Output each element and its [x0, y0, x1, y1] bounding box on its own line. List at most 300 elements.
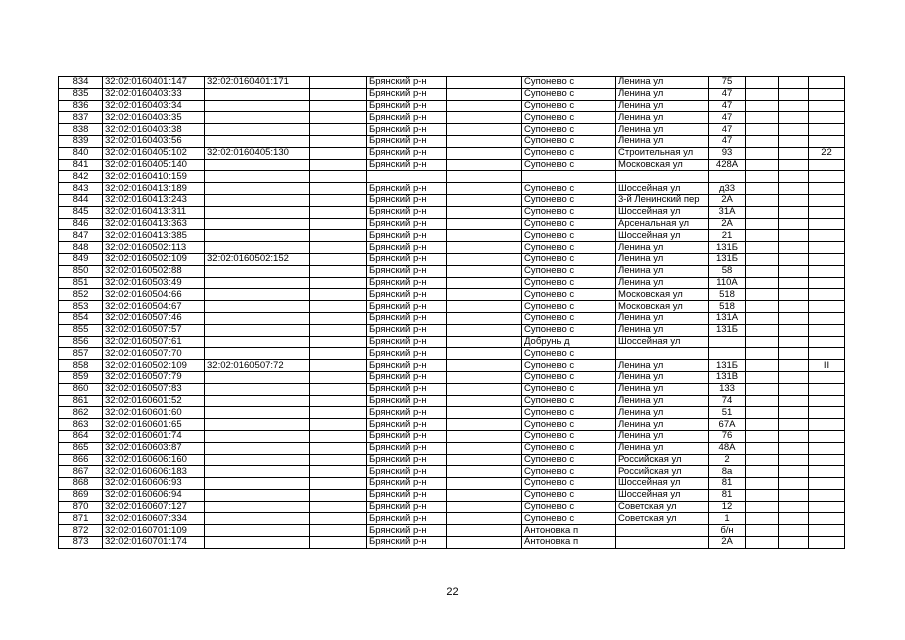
- cell-building: [746, 478, 779, 490]
- table-row: [59, 77, 845, 89]
- cell-cadastral-number: 32:02:0160603:87: [103, 442, 205, 454]
- table-row: [59, 253, 845, 265]
- cell-building: [746, 489, 779, 501]
- cell-settlement-type: [447, 454, 522, 466]
- cell-district: Брянский р-н: [367, 206, 447, 218]
- table-row: [59, 537, 845, 549]
- cell-linked-cadastral-number: [205, 301, 310, 313]
- cell-locality: Супонево с: [522, 124, 616, 136]
- cell-row-number: 858: [59, 360, 103, 372]
- cell-structure: [779, 277, 809, 289]
- cell-cadastral-number: 32:02:0160502:113: [103, 242, 205, 254]
- cell-row-number: 866: [59, 454, 103, 466]
- cell-row-number: 852: [59, 289, 103, 301]
- table-row: [59, 395, 845, 407]
- cell-apartment: [809, 419, 845, 431]
- cell-cadastral-number: 32:02:0160507:83: [103, 383, 205, 395]
- cell-street: Ленина ул: [616, 371, 709, 383]
- cell-cadastral-number: 32:02:0160601:52: [103, 395, 205, 407]
- table-row: [59, 525, 845, 537]
- cell-settlement-type: [447, 100, 522, 112]
- cell-locality: Супонево с: [522, 100, 616, 112]
- cell-locality: Супонево с: [522, 183, 616, 195]
- cell-linked-cadastral-number: [205, 289, 310, 301]
- cell-settlement-type: [447, 348, 522, 360]
- cell-district: Брянский р-н: [367, 537, 447, 549]
- cell-row-number: 835: [59, 88, 103, 100]
- cell-apartment: [809, 395, 845, 407]
- cell-settlement-type: [447, 289, 522, 301]
- cell-settlement-type: [447, 112, 522, 124]
- cell-apartment: [809, 183, 845, 195]
- cell-structure: [779, 253, 809, 265]
- cell-street: Ленина ул: [616, 277, 709, 289]
- cell-linked-cadastral-number: [205, 218, 310, 230]
- cell-apartment: [809, 206, 845, 218]
- cell-apartment: [809, 253, 845, 265]
- cell-structure: [779, 324, 809, 336]
- cell-district: Брянский р-н: [367, 371, 447, 383]
- cell-house-number: 47: [709, 112, 746, 124]
- cell-structure: [779, 183, 809, 195]
- cell-street: [616, 348, 709, 360]
- cell-structure: [779, 230, 809, 242]
- cell-district: Брянский р-н: [367, 383, 447, 395]
- cell-house-number: 131Б: [709, 324, 746, 336]
- cell-building: [746, 419, 779, 431]
- cell-street: Ленина ул: [616, 360, 709, 372]
- cell-locality: Супонево с: [522, 442, 616, 454]
- cell-street: Ленина ул: [616, 430, 709, 442]
- table-row: [59, 171, 845, 183]
- cell-street: Ленина ул: [616, 265, 709, 277]
- cell-house-number: 2А: [709, 537, 746, 549]
- cell-locality: Супонево с: [522, 466, 616, 478]
- cell-row-number: 850: [59, 265, 103, 277]
- cell-settlement-type: [447, 383, 522, 395]
- cell-house-number: д33: [709, 183, 746, 195]
- cell-building: [746, 383, 779, 395]
- cell-house-number: 2: [709, 454, 746, 466]
- cell-building: [746, 253, 779, 265]
- cell-street: Ленина ул: [616, 135, 709, 147]
- cell-extra-field: [310, 242, 367, 254]
- cell-apartment: [809, 277, 845, 289]
- cell-street: [616, 525, 709, 537]
- cell-locality: Супонево с: [522, 513, 616, 525]
- cell-house-number: 131Б: [709, 360, 746, 372]
- cell-locality: Супонево с: [522, 501, 616, 513]
- cell-extra-field: [310, 206, 367, 218]
- cell-locality: Супонево с: [522, 112, 616, 124]
- cell-apartment: [809, 265, 845, 277]
- cell-row-number: 868: [59, 478, 103, 490]
- cell-settlement-type: [447, 478, 522, 490]
- cell-apartment: [809, 336, 845, 348]
- cell-street: Российская ул: [616, 454, 709, 466]
- cell-settlement-type: [447, 206, 522, 218]
- cell-structure: [779, 501, 809, 513]
- cell-building: [746, 336, 779, 348]
- cell-structure: [779, 454, 809, 466]
- table-row: [59, 112, 845, 124]
- cell-linked-cadastral-number: [205, 265, 310, 277]
- cadastral-table: [58, 76, 845, 549]
- cell-linked-cadastral-number: [205, 466, 310, 478]
- cell-house-number: 75: [709, 77, 746, 89]
- cell-extra-field: [310, 147, 367, 159]
- cell-district: Брянский р-н: [367, 159, 447, 171]
- cell-building: [746, 360, 779, 372]
- cell-extra-field: [310, 419, 367, 431]
- cell-street: Шоссейная ул: [616, 206, 709, 218]
- cell-structure: [779, 489, 809, 501]
- cell-extra-field: [310, 537, 367, 549]
- cell-row-number: 843: [59, 183, 103, 195]
- cell-structure: [779, 100, 809, 112]
- cell-structure: [779, 407, 809, 419]
- cell-district: Брянский р-н: [367, 301, 447, 313]
- cell-building: [746, 183, 779, 195]
- cell-extra-field: [310, 218, 367, 230]
- cell-settlement-type: [447, 513, 522, 525]
- cell-settlement-type: [447, 312, 522, 324]
- cell-district: Брянский р-н: [367, 312, 447, 324]
- cell-district: Брянский р-н: [367, 88, 447, 100]
- cell-structure: [779, 159, 809, 171]
- cell-apartment: [809, 466, 845, 478]
- cell-street: Шоссейная ул: [616, 478, 709, 490]
- cell-settlement-type: [447, 407, 522, 419]
- cell-street: Арсенальная ул: [616, 218, 709, 230]
- cell-apartment: [809, 537, 845, 549]
- cell-apartment: [809, 383, 845, 395]
- cell-cadastral-number: 32:02:0160403:56: [103, 135, 205, 147]
- cell-street: Ленина ул: [616, 77, 709, 89]
- cell-extra-field: [310, 407, 367, 419]
- cell-building: [746, 430, 779, 442]
- cell-settlement-type: [447, 395, 522, 407]
- cell-house-number: 81: [709, 489, 746, 501]
- cell-linked-cadastral-number: [205, 135, 310, 147]
- table-row: [59, 383, 845, 395]
- cell-linked-cadastral-number: [205, 537, 310, 549]
- cell-cadastral-number: 32:02:0160606:160: [103, 454, 205, 466]
- cell-house-number: 81: [709, 478, 746, 490]
- cell-row-number: 869: [59, 489, 103, 501]
- table-row: [59, 489, 845, 501]
- cell-cadastral-number: 32:02:0160601:60: [103, 407, 205, 419]
- table-row: [59, 430, 845, 442]
- cell-row-number: 842: [59, 171, 103, 183]
- cell-district: Брянский р-н: [367, 501, 447, 513]
- table-row: [59, 88, 845, 100]
- table-row: [59, 371, 845, 383]
- cell-house-number: 2А: [709, 218, 746, 230]
- cell-street: Строительная ул: [616, 147, 709, 159]
- cell-linked-cadastral-number: [205, 88, 310, 100]
- table-row: [59, 277, 845, 289]
- cell-locality: Супонево с: [522, 230, 616, 242]
- cell-house-number: 58: [709, 265, 746, 277]
- cell-apartment: [809, 88, 845, 100]
- cell-street: Ленина ул: [616, 100, 709, 112]
- cell-linked-cadastral-number: [205, 525, 310, 537]
- cell-structure: [779, 442, 809, 454]
- cell-extra-field: [310, 383, 367, 395]
- cell-building: [746, 100, 779, 112]
- cell-structure: [779, 348, 809, 360]
- cell-street: Ленина ул: [616, 88, 709, 100]
- cell-cadastral-number: 32:02:0160701:174: [103, 537, 205, 549]
- cell-apartment: [809, 218, 845, 230]
- cell-linked-cadastral-number: [205, 336, 310, 348]
- cell-structure: [779, 336, 809, 348]
- cell-apartment: [809, 171, 845, 183]
- cell-extra-field: [310, 324, 367, 336]
- cell-locality: Супонево с: [522, 383, 616, 395]
- table-row: [59, 265, 845, 277]
- cell-row-number: 834: [59, 77, 103, 89]
- cell-extra-field: [310, 159, 367, 171]
- cell-cadastral-number: 32:02:0160401:147: [103, 77, 205, 89]
- cell-street: Советская ул: [616, 501, 709, 513]
- cell-locality: Супонево с: [522, 395, 616, 407]
- cell-extra-field: [310, 253, 367, 265]
- cell-district: Брянский р-н: [367, 336, 447, 348]
- cell-apartment: [809, 407, 845, 419]
- cell-structure: [779, 513, 809, 525]
- cell-structure: [779, 112, 809, 124]
- cell-house-number: 21: [709, 230, 746, 242]
- cell-building: [746, 194, 779, 206]
- cell-settlement-type: [447, 336, 522, 348]
- cell-settlement-type: [447, 183, 522, 195]
- cell-street: Ленина ул: [616, 395, 709, 407]
- cell-settlement-type: [447, 218, 522, 230]
- cell-locality: Супонево с: [522, 324, 616, 336]
- cell-apartment: [809, 289, 845, 301]
- cell-structure: [779, 466, 809, 478]
- cell-cadastral-number: 32:02:0160606:93: [103, 478, 205, 490]
- cell-extra-field: [310, 489, 367, 501]
- cell-linked-cadastral-number: [205, 230, 310, 242]
- cell-row-number: 854: [59, 312, 103, 324]
- cell-district: Брянский р-н: [367, 466, 447, 478]
- cell-extra-field: [310, 77, 367, 89]
- cell-district: Брянский р-н: [367, 194, 447, 206]
- cell-structure: [779, 135, 809, 147]
- table-row: [59, 466, 845, 478]
- cell-building: [746, 442, 779, 454]
- cell-district: Брянский р-н: [367, 242, 447, 254]
- cell-structure: [779, 194, 809, 206]
- cell-settlement-type: [447, 124, 522, 136]
- table-row: [59, 312, 845, 324]
- cell-settlement-type: [447, 135, 522, 147]
- cell-building: [746, 407, 779, 419]
- cell-house-number: 8а: [709, 466, 746, 478]
- cell-street: Ленина ул: [616, 124, 709, 136]
- cell-district: Брянский р-н: [367, 489, 447, 501]
- cell-locality: Супонево с: [522, 348, 616, 360]
- cell-street: Шоссейная ул: [616, 336, 709, 348]
- cell-apartment: [809, 124, 845, 136]
- cell-extra-field: [310, 194, 367, 206]
- cell-settlement-type: [447, 525, 522, 537]
- cell-house-number: 133: [709, 383, 746, 395]
- cell-apartment: [809, 301, 845, 313]
- cell-row-number: 855: [59, 324, 103, 336]
- cell-house-number: 2А: [709, 194, 746, 206]
- cell-house-number: б/н: [709, 525, 746, 537]
- cell-street: Ленина ул: [616, 112, 709, 124]
- cell-extra-field: [310, 371, 367, 383]
- cell-house-number: 47: [709, 124, 746, 136]
- cell-street: Ленина ул: [616, 242, 709, 254]
- cell-building: [746, 537, 779, 549]
- cell-building: [746, 525, 779, 537]
- cell-building: [746, 348, 779, 360]
- cell-building: [746, 513, 779, 525]
- cell-district: Брянский р-н: [367, 525, 447, 537]
- cell-street: Шоссейная ул: [616, 183, 709, 195]
- cell-building: [746, 206, 779, 218]
- cell-cadastral-number: 32:02:0160502:109: [103, 360, 205, 372]
- cell-linked-cadastral-number: [205, 124, 310, 136]
- cell-district: Брянский р-н: [367, 253, 447, 265]
- cell-apartment: [809, 100, 845, 112]
- cell-locality: Супонево с: [522, 242, 616, 254]
- cell-structure: [779, 124, 809, 136]
- cell-house-number: 131А: [709, 312, 746, 324]
- cell-settlement-type: [447, 171, 522, 183]
- cell-cadastral-number: 32:02:0160413:311: [103, 206, 205, 218]
- cell-locality: Супонево с: [522, 77, 616, 89]
- cell-cadastral-number: 32:02:0160601:74: [103, 430, 205, 442]
- cell-linked-cadastral-number: [205, 206, 310, 218]
- cell-district: Брянский р-н: [367, 112, 447, 124]
- cell-linked-cadastral-number: [205, 407, 310, 419]
- cell-settlement-type: [447, 265, 522, 277]
- cell-district: Брянский р-н: [367, 218, 447, 230]
- cell-cadastral-number: 32:02:0160502:109: [103, 253, 205, 265]
- cell-linked-cadastral-number: [205, 112, 310, 124]
- cell-locality: Супонево с: [522, 312, 616, 324]
- cell-locality: Супонево с: [522, 194, 616, 206]
- cell-district: Брянский р-н: [367, 419, 447, 431]
- table-row: [59, 478, 845, 490]
- cell-extra-field: [310, 360, 367, 372]
- cell-street: Московская ул: [616, 301, 709, 313]
- cell-building: [746, 124, 779, 136]
- cell-linked-cadastral-number: [205, 194, 310, 206]
- cell-row-number: 849: [59, 253, 103, 265]
- cell-district: Брянский р-н: [367, 289, 447, 301]
- cell-house-number: 518: [709, 289, 746, 301]
- cell-structure: [779, 88, 809, 100]
- cell-cadastral-number: 32:02:0160607:334: [103, 513, 205, 525]
- cell-street: [616, 171, 709, 183]
- cell-extra-field: [310, 348, 367, 360]
- table-row: [59, 289, 845, 301]
- cell-linked-cadastral-number: 32:02:0160507:72: [205, 360, 310, 372]
- cell-linked-cadastral-number: 32:02:0160405:130: [205, 147, 310, 159]
- cell-linked-cadastral-number: [205, 159, 310, 171]
- cell-locality: Супонево с: [522, 265, 616, 277]
- cell-building: [746, 289, 779, 301]
- cell-building: [746, 301, 779, 313]
- cell-cadastral-number: 32:02:0160413:363: [103, 218, 205, 230]
- cell-cadastral-number: 32:02:0160504:67: [103, 301, 205, 313]
- cell-house-number: 31А: [709, 206, 746, 218]
- cell-street: Ленина ул: [616, 419, 709, 431]
- cell-apartment: [809, 442, 845, 454]
- cell-structure: [779, 171, 809, 183]
- cell-district: Брянский р-н: [367, 100, 447, 112]
- cell-linked-cadastral-number: 32:02:0160502:152: [205, 253, 310, 265]
- cell-cadastral-number: 32:02:0160507:61: [103, 336, 205, 348]
- cell-row-number: 853: [59, 301, 103, 313]
- cell-row-number: 848: [59, 242, 103, 254]
- cell-row-number: 846: [59, 218, 103, 230]
- cell-linked-cadastral-number: 32:02:0160401:171: [205, 77, 310, 89]
- cell-extra-field: [310, 135, 367, 147]
- cell-apartment: [809, 430, 845, 442]
- cell-building: [746, 147, 779, 159]
- cell-extra-field: [310, 265, 367, 277]
- cell-street: Ленина ул: [616, 407, 709, 419]
- cell-district: Брянский р-н: [367, 147, 447, 159]
- cell-row-number: 862: [59, 407, 103, 419]
- cell-structure: [779, 301, 809, 313]
- table-body: [59, 77, 845, 549]
- cell-row-number: 867: [59, 466, 103, 478]
- cell-locality: Супонево с: [522, 430, 616, 442]
- cell-apartment: [809, 489, 845, 501]
- cell-district: Брянский р-н: [367, 230, 447, 242]
- cell-cadastral-number: 32:02:0160507:70: [103, 348, 205, 360]
- cell-structure: [779, 289, 809, 301]
- table-row: [59, 183, 845, 195]
- cell-house-number: 518: [709, 301, 746, 313]
- cell-cadastral-number: 32:02:0160413:385: [103, 230, 205, 242]
- cell-district: Брянский р-н: [367, 135, 447, 147]
- cell-row-number: 865: [59, 442, 103, 454]
- cell-street: Московская ул: [616, 159, 709, 171]
- cell-settlement-type: [447, 442, 522, 454]
- cell-locality: Супонево с: [522, 277, 616, 289]
- cell-linked-cadastral-number: [205, 312, 310, 324]
- cell-street: Шоссейная ул: [616, 230, 709, 242]
- cell-apartment: [809, 312, 845, 324]
- cell-cadastral-number: 32:02:0160601:65: [103, 419, 205, 431]
- cell-settlement-type: [447, 277, 522, 289]
- cell-locality: Антоновка п: [522, 537, 616, 549]
- cell-extra-field: [310, 124, 367, 136]
- cell-apartment: [809, 77, 845, 89]
- cell-apartment: [809, 194, 845, 206]
- cell-locality: Добрунь д: [522, 336, 616, 348]
- cell-row-number: 839: [59, 135, 103, 147]
- cell-district: Брянский р-н: [367, 348, 447, 360]
- cell-row-number: 844: [59, 194, 103, 206]
- cell-extra-field: [310, 442, 367, 454]
- cell-building: [746, 395, 779, 407]
- cell-linked-cadastral-number: [205, 442, 310, 454]
- table-row: [59, 301, 845, 313]
- cell-building: [746, 277, 779, 289]
